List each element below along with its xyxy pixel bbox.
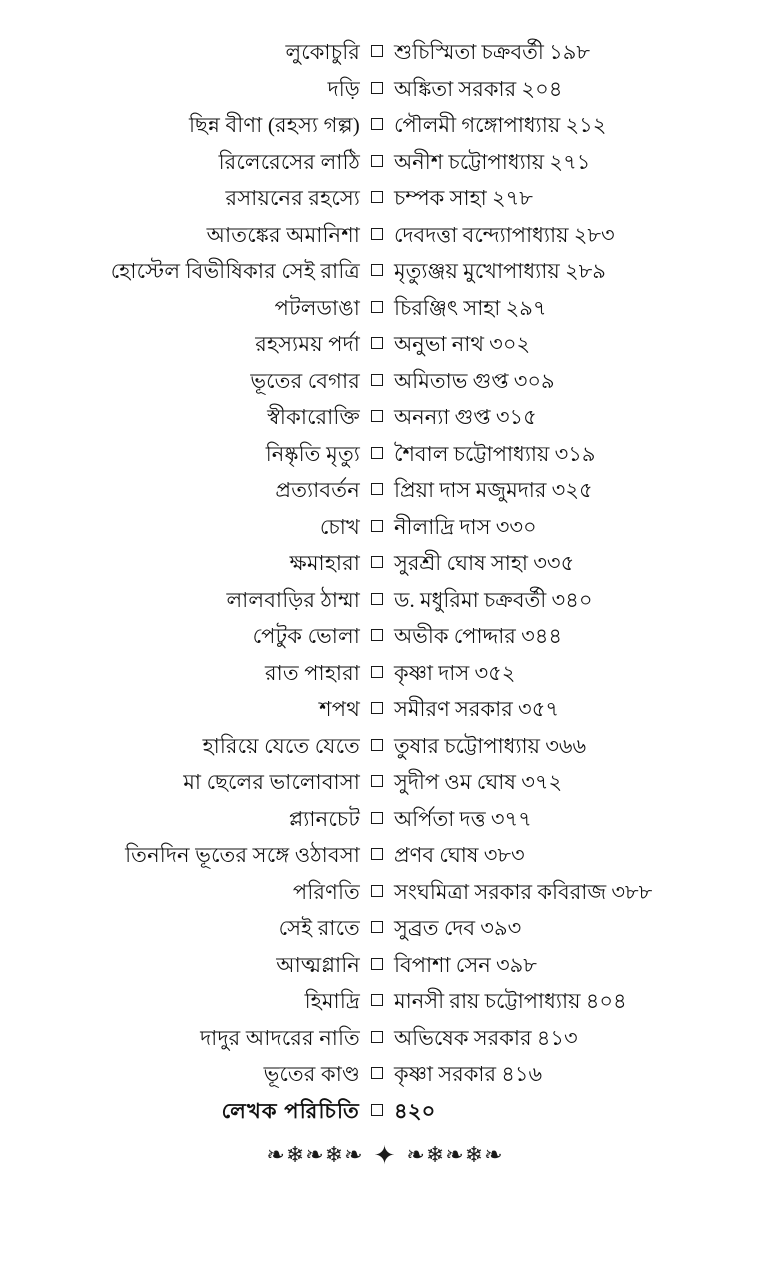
- toc-entry-author-page: সুদীপ ওম ঘোষ ৩৭২: [394, 770, 563, 795]
- square-bullet-shape: [371, 1067, 383, 1079]
- toc-entry-title: হারিয়ে যেতে যেতে: [202, 733, 360, 758]
- toc-entry-author-page: প্রণব ঘোষ ৩৮৩: [394, 843, 525, 868]
- toc-entry-author-page: কৃষ্ণা সরকার ৪১৬: [394, 1062, 543, 1087]
- square-bullet-icon: [360, 217, 394, 254]
- square-bullet-icon: [360, 472, 394, 509]
- toc-entry-title: শপথ: [319, 697, 360, 722]
- square-bullet-shape: [371, 264, 383, 276]
- toc-entry-author-page: অমিতাভ গুপ্ত ৩০৯: [394, 368, 555, 393]
- toc-entry-author-page: সমীরণ সরকার ৩৫৭: [394, 697, 559, 722]
- toc-entry-title: ক্ষমাহারা: [289, 551, 360, 576]
- ornament-right-icon: ❧❄❧❄❧: [406, 1143, 504, 1168]
- toc-entry-author-page: তুষার চট্টোপাধ্যায় ৩৬৬: [394, 733, 587, 758]
- square-bullet-icon: [360, 107, 394, 144]
- toc-row[interactable]: [30, 910, 740, 947]
- square-bullet-icon: [360, 947, 394, 984]
- toc-entry-author-page: দেবদত্তা বন্দ্যোপাধ্যায় ২৮৩: [394, 222, 615, 247]
- toc-entry-author-page: চম্পক সাহা ২৭৮: [394, 186, 533, 211]
- toc-entry-author-page: প্রিয়া দাস মজুমদার ৩২৫: [394, 478, 593, 503]
- square-bullet-icon: [360, 326, 394, 363]
- square-bullet-icon: [360, 837, 394, 874]
- toc-entry-title: রসায়নের রহস্যে: [225, 186, 360, 211]
- toc-row[interactable]: [30, 545, 740, 582]
- toc-entry-title: ভূতের কাণ্ড: [263, 1062, 360, 1087]
- table-of-contents: [30, 34, 740, 1129]
- toc-entry-author-page: সংঘমিত্রা সরকার কবিরাজ ৩৮৮: [394, 879, 653, 904]
- square-bullet-shape: [371, 118, 383, 130]
- square-bullet-icon: [360, 1056, 394, 1093]
- toc-entry-author-page: অনুভা নাথ ৩০২: [394, 332, 531, 357]
- square-bullet-shape: [371, 228, 383, 240]
- toc-entry-author-page: মানসী রায় চট্টোপাধ্যায় ৪০৪: [394, 989, 627, 1014]
- toc-entry-title: ভূতের বেগার: [250, 368, 360, 393]
- toc-entry-author-page: অনন্যা গুপ্ত ৩১৫: [394, 405, 537, 430]
- toc-entry-title: আতঙ্কের অমানিশা: [206, 222, 360, 247]
- toc-body: [30, 34, 740, 1129]
- square-bullet-icon: [360, 71, 394, 108]
- square-bullet-icon: [360, 1093, 394, 1130]
- toc-row[interactable]: [30, 34, 740, 71]
- toc-row[interactable]: [30, 1020, 740, 1057]
- toc-entry-author-page: নীলাদ্রি দাস ৩৩০: [394, 514, 537, 539]
- square-bullet-shape: [371, 739, 383, 751]
- toc-row[interactable]: [30, 107, 740, 144]
- toc-entry-author-page: সুরশ্রী ঘোষ সাহা ৩৩৫: [394, 551, 575, 576]
- toc-entry-author-page: মৃত্যুঞ্জয় মুখোপাধ্যায় ২৮৯: [394, 259, 606, 284]
- toc-row[interactable]: [30, 472, 740, 509]
- toc-row[interactable]: [30, 144, 740, 181]
- square-bullet-icon: [360, 290, 394, 327]
- toc-row[interactable]: [30, 801, 740, 838]
- toc-entry-title: হিমাদ্রি: [304, 989, 360, 1014]
- toc-row[interactable]: [30, 290, 740, 327]
- square-bullet-shape: [371, 556, 383, 568]
- toc-entry-title: পরিণতি: [292, 879, 360, 904]
- square-bullet-icon: [360, 618, 394, 655]
- toc-entry-author-page: শুচিস্মিতা চক্রবর্তী ১৯৮: [394, 40, 591, 65]
- toc-row[interactable]: [30, 618, 740, 655]
- toc-entry-author-page: চিরঞ্জিৎ সাহা ২৯৭: [394, 295, 547, 320]
- toc-row[interactable]: [30, 983, 740, 1020]
- ornament-center-icon: ✦: [373, 1141, 397, 1171]
- toc-entry-title: তিনদিন ভূতের সঙ্গে ওঠাবসা: [125, 843, 360, 868]
- toc-entry-title: দাদুর আদরের নাতি: [200, 1025, 360, 1050]
- toc-entry-author-page: অর্পিতা দত্ত ৩৭৭: [394, 806, 532, 831]
- toc-entry-title: দড়ি: [327, 76, 360, 101]
- toc-entry-title: লেখক পরিচিতি: [221, 1098, 360, 1123]
- square-bullet-shape: [371, 483, 383, 495]
- toc-entry-title: রাত পাহারা: [265, 660, 360, 685]
- toc-entry-author-page: বিপাশা সেন ৩৯৮: [394, 952, 537, 977]
- square-bullet-icon: [360, 582, 394, 619]
- square-bullet-icon: [360, 545, 394, 582]
- square-bullet-icon: [360, 180, 394, 217]
- toc-entry-title: মা ছেলের ভালোবাসা: [183, 770, 360, 795]
- toc-entry-title: লালবাড়ির ঠাম্মা: [226, 587, 360, 612]
- toc-row[interactable]: [30, 691, 740, 728]
- square-bullet-icon: [360, 801, 394, 838]
- toc-entry-author-page: পৌলমী গঙ্গোপাধ্যায় ২১২: [394, 113, 607, 138]
- toc-row[interactable]: [30, 363, 740, 400]
- square-bullet-shape: [371, 520, 383, 532]
- square-bullet-icon: [360, 34, 394, 71]
- ornament-row: [30, 1143, 740, 1169]
- toc-entry-title: আত্মগ্লানি: [276, 952, 360, 977]
- square-bullet-icon: [360, 253, 394, 290]
- square-bullet-icon: [360, 691, 394, 728]
- toc-entry-title: নিষ্কৃতি মৃত্যু: [265, 441, 360, 466]
- square-bullet-shape: [371, 1031, 383, 1043]
- toc-row[interactable]: [30, 655, 740, 692]
- toc-row[interactable]: [30, 326, 740, 363]
- toc-entry-title: চোখ: [319, 514, 360, 539]
- toc-entry-author-page: অভিষেক সরকার ৪১৩: [394, 1025, 578, 1050]
- square-bullet-shape: [371, 666, 383, 678]
- toc-entry-author-page: ৪২০: [394, 1098, 436, 1123]
- toc-entry-title: পেটুক ভোলা: [252, 624, 360, 649]
- toc-entry-author-page: অঙ্কিতা সরকার ২০৪: [394, 76, 563, 101]
- square-bullet-shape: [371, 410, 383, 422]
- toc-entry-title: সেই রাতে: [278, 916, 360, 941]
- square-bullet-shape: [371, 994, 383, 1006]
- toc-entry-title: হোস্টেল বিভীষিকার সেই রাত্রি: [110, 259, 360, 284]
- square-bullet-icon: [360, 910, 394, 947]
- square-bullet-icon: [360, 655, 394, 692]
- toc-entry-author-page: কৃষ্ণা দাস ৩৫২: [394, 660, 516, 685]
- toc-entry-author-page: শৈবাল চট্টোপাধ্যায় ৩১৯: [394, 441, 596, 466]
- square-bullet-icon: [360, 874, 394, 911]
- square-bullet-shape: [371, 45, 383, 57]
- square-bullet-shape: [371, 958, 383, 970]
- square-bullet-shape: [371, 191, 383, 203]
- square-bullet-shape: [371, 82, 383, 94]
- toc-row[interactable]: [30, 253, 740, 290]
- toc-row[interactable]: [30, 71, 740, 108]
- toc-entry-title: লুকোচুরি: [285, 40, 360, 65]
- toc-row[interactable]: [30, 874, 740, 911]
- square-bullet-icon: [360, 144, 394, 181]
- toc-entry-title: পটলডাঙা: [274, 295, 360, 320]
- toc-entry-author-page: অভীক পোদ্দার ৩৪৪: [394, 624, 562, 649]
- square-bullet-shape: [371, 155, 383, 167]
- square-bullet-shape: [371, 629, 383, 641]
- toc-row[interactable]: [30, 180, 740, 217]
- square-bullet-shape: [371, 337, 383, 349]
- toc-row[interactable]: [30, 217, 740, 254]
- square-bullet-icon: [360, 1020, 394, 1057]
- square-bullet-icon: [360, 363, 394, 400]
- toc-entry-author-page: সুব্রত দেব ৩৯৩: [394, 916, 522, 941]
- toc-entry-title: প্রত্যাবর্তন: [275, 478, 360, 503]
- decorative-ornament: [30, 1143, 740, 1169]
- square-bullet-icon: [360, 399, 394, 436]
- toc-row[interactable]: [30, 509, 740, 546]
- toc-row[interactable]: [30, 947, 740, 984]
- toc-row[interactable]: [30, 399, 740, 436]
- square-bullet-icon: [360, 509, 394, 546]
- toc-entry-title: স্বীকারোক্তি: [267, 405, 360, 430]
- square-bullet-shape: [371, 593, 383, 605]
- square-bullet-shape: [371, 1104, 383, 1116]
- square-bullet-shape: [371, 447, 383, 459]
- toc-entry-title: রহস্যময় পর্দা: [255, 332, 360, 357]
- toc-row[interactable]: [30, 582, 740, 619]
- toc-entry-title: ছিন্ন বীণা (রহস্য গল্প): [188, 113, 360, 138]
- toc-entry-title: প্ল্যানচেট: [288, 806, 360, 831]
- toc-row[interactable]: [30, 1056, 740, 1093]
- toc-row[interactable]: [30, 1093, 740, 1130]
- toc-entry-title: রিলেরেসের লাঠি: [218, 149, 360, 174]
- square-bullet-shape: [371, 301, 383, 313]
- square-bullet-shape: [371, 885, 383, 897]
- toc-entry-author-page: ড. মধুরিমা চক্রবর্তী ৩৪০: [394, 587, 593, 612]
- square-bullet-shape: [371, 921, 383, 933]
- square-bullet-icon: [360, 728, 394, 765]
- square-bullet-icon: [360, 436, 394, 473]
- toc-row[interactable]: [30, 436, 740, 473]
- toc-row[interactable]: [30, 764, 740, 801]
- toc-entry-author-page: অনীশ চট্টোপাধ্যায় ২৭১: [394, 149, 591, 174]
- square-bullet-shape: [371, 848, 383, 860]
- square-bullet-icon: [360, 764, 394, 801]
- square-bullet-shape: [371, 775, 383, 787]
- square-bullet-icon: [360, 983, 394, 1020]
- square-bullet-shape: [371, 812, 383, 824]
- ornament-left-icon: ❧❄❧❄❧: [266, 1143, 364, 1168]
- toc-row[interactable]: [30, 728, 740, 765]
- toc-row[interactable]: [30, 837, 740, 874]
- square-bullet-shape: [371, 702, 383, 714]
- square-bullet-shape: [371, 374, 383, 386]
